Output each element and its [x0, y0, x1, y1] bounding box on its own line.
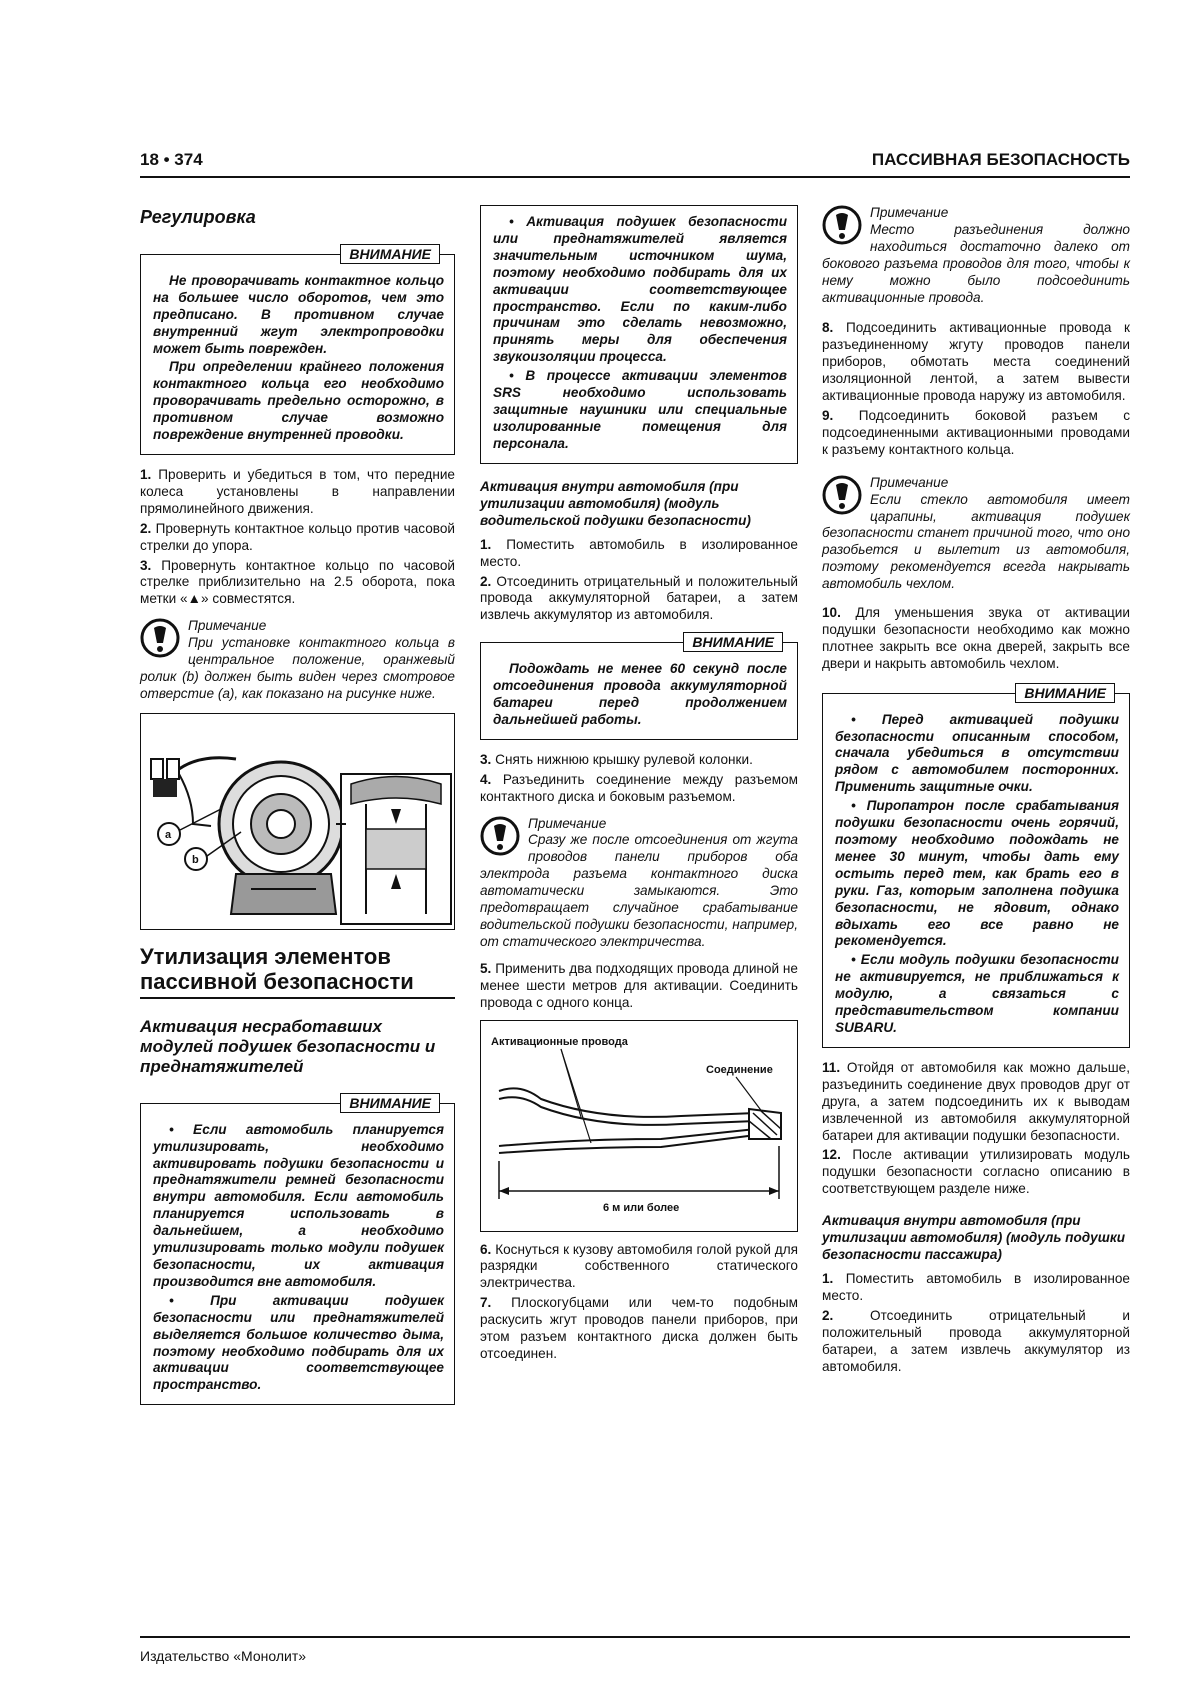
heading-passenger-airbag: Активация внутри автомобиля (при утилизации автомобиля) (модуль подушки безопасности пассажира) [822, 1213, 1126, 1263]
warning-text: • Если автомобиль планируется утилизировать, необходимо активировать подушки безопасности и преднатяжители ремней безопасности внутри автомобиля. Если автомобиль планируется использовать в дальнейшем, а необходимо утилизировать только модули подушек безопасности, их активация производится вне автомобиля. [153, 1121, 444, 1289]
step: 10. Для уменьшения звука от активации подушки безопасности необходимо как можно плотнее закрыть все окна дверей, закрыть все двери и накрыть автомобиль чехлом. [822, 605, 1130, 671]
step: 6. Коснуться к кузову автомобиля голой рукой для разрядки собственного статического электричества. [480, 1241, 798, 1291]
label-connection: Соединение [706, 1063, 773, 1076]
figure-label-b: b [192, 853, 199, 866]
section-title: ПАССИВНАЯ БЕЗОПАСНОСТЬ [871, 150, 1130, 169]
wires-figure [480, 1020, 798, 1232]
note-text: Место разъединения должно находиться достаточно далеко от бокового разъема проводов для того, чтобы к нему можно было подсоединить активационные провода. [822, 221, 1130, 305]
publisher: Издательство «Монолит» [140, 1648, 307, 1664]
page-header [140, 150, 1130, 178]
column-2 [480, 205, 798, 1366]
warning-text: Подождать не менее 60 секунд после отсоединения провода аккумуляторной батареи перед продолжением дальнейшей работы. [493, 661, 787, 727]
label-activation-wires: Активационные провода [491, 1035, 628, 1048]
warning-text: • Пиропатрон после срабатывания подушки безопасности очень горячий, поэтому необходимо подождать не менее 30 минут, чтобы дать ему остыть перед тем, как брать его в руки. Газ, которым заполнена подушка безопасности, не ядовит, однако вдыхать его все равно не рекомендуется. [835, 798, 1119, 949]
warning-box-2 [140, 1094, 455, 1406]
step: 2. Отсоединить отрицательный и положительный провода аккумуляторной батареи, а затем извлечь аккумулятор из автомобиля. [822, 1307, 1130, 1374]
step: 1. Поместить автомобиль в изолированное место. [822, 1271, 1130, 1304]
note-1 [140, 618, 455, 703]
warning-box-60s [480, 634, 798, 740]
note-2 [480, 816, 798, 951]
warning-label: ВНИМАНИЕ [683, 632, 783, 652]
label-length: 6 м или более [603, 1201, 680, 1214]
warning-text: При определении крайнего положения контактного кольца его необходимо проворачивать предельно осторожно, в противном случае возможно повреждение внутренней проводки. [153, 359, 444, 443]
note-text: Если стекло автомобиля имеет царапины, активация подушек безопасности станет причиной того, что оно разобьется и вылетит из автомобиля, поэтому рекомендуется всегда накрывать автомобиль чехлом. [822, 491, 1130, 592]
page-number: 18 • 374 [140, 150, 203, 169]
footer-rule [140, 1636, 1130, 1638]
heading-adjustment: Регулировка [140, 207, 256, 227]
step: 4. Разъединить соединение между разъемом контактного диска и боковым разъемом. [480, 771, 798, 804]
note-warning-icon [822, 205, 862, 245]
note-warning-icon [822, 475, 862, 515]
warning-label: ВНИМАНИЕ [1015, 683, 1115, 703]
note-4 [822, 475, 1130, 593]
note-label: Примечание [870, 205, 949, 220]
step: 3. Провернуть контактное кольцо по часовой стрелке приблизительно на 2.5 оборота, пока метки «▲» совместятся. [140, 557, 456, 607]
step: 1. Поместить автомобиль в изолированное место. [480, 536, 798, 569]
warning-text: • В процессе активации элементов SRS необходимо использовать защитные наушники или специальные изолированные помещения для персонала. [493, 368, 787, 451]
warning-text: • Если модуль подушки безопасности не активируется, не приближаться к модулю, а связаться с представительством компании SUBARU. [835, 952, 1119, 1035]
step: 1. Проверить и убедиться в том, что передние колеса установлены в направлении прямолинейного движения. [140, 466, 455, 516]
figure-label-a: a [165, 828, 172, 841]
step: 5. Применить два подходящих провода длиной не менее шести метров для активации. Соединить провода с одного конца. [480, 960, 798, 1010]
heading-driver-airbag: Активация внутри автомобиля (при утилизации автомобиля) (модуль водительской подушки безопасности) [480, 478, 751, 528]
note-label: Примечание [188, 618, 267, 634]
section-sub-title: Активация несработавших модулей подушек безопасности и преднатяжителей [140, 1016, 436, 1076]
note-3 [822, 205, 1130, 306]
contact-ring-figure [140, 713, 455, 930]
wires-drawing [481, 1021, 797, 1229]
step: 7. Плоскогубцами или чем-то подобным раскусить жгут проводов панели приборов, при этом разъем контактного диска должен быть отсоединен. [480, 1295, 798, 1361]
step: 9. Подсоединить боковой разъем с подсоединенными активационными проводами к разъему контактного кольца. [822, 407, 1130, 457]
warning-box-top [480, 205, 798, 464]
section-big-title: Утилизация элементов пассивной безопасности [140, 944, 455, 999]
step: 2. Отсоединить отрицательный и положительный провода аккумуляторной батареи, а затем извлечь аккумулятор из автомобиля. [480, 573, 799, 623]
warning-text: Не проворачивать контактное кольцо на большее число оборотов, чем это предписано. В противном случае внутренний жгут электропроводки может быть поврежден. [153, 272, 444, 356]
warning-label: ВНИМАНИЕ [340, 1093, 440, 1113]
warning-label: ВНИМАНИЕ [340, 244, 440, 264]
warning-text: • При активации подушек безопасности или преднатяжителей выделяется большое количество дыма, поэтому необходимо подбирать для их активации соответствующее пространство. [153, 1292, 444, 1393]
note-warning-icon [480, 816, 520, 856]
note-warning-icon [140, 618, 180, 658]
column-3 [822, 205, 1130, 1379]
step: 8. Подсоединить активационные провода к разъединенному жгуту проводов панели приборов, обмотать места соединений изоляционной лентой, а затем вывести активационные провода наружу из автомобиля. [822, 320, 1130, 404]
warning-box-1 [140, 245, 455, 455]
step: 12. После активации утилизировать модуль подушки безопасности согласно описанию в соответствующем разделе ниже. [822, 1147, 1130, 1197]
note-text: При установке контактного кольца в центральное положение, оранжевый ролик (b) должен быть виден через смотровое отверстие (a), как показано на рисунке ниже. [140, 635, 455, 701]
step: 11. Отойдя от автомобиля как можно дальше, разъединить соединение двух проводов друг от друга, а затем подсоединить их к выводам извлеченной из автомобиля аккумуляторной батареи для активации подушки безопасности. [822, 1059, 1131, 1143]
step: 2. Провернуть контактное кольцо против часовой стрелки до упора. [140, 520, 455, 553]
warning-box-3 [822, 684, 1130, 1048]
column-1 [140, 205, 455, 1417]
warning-text: • Перед активацией подушки безопасности описанным способом, сначала убедиться в отсутствии рядом с автомобилем посторонних. Применить защитные очки. [835, 711, 1119, 795]
contact-ring-drawing [141, 714, 454, 927]
step: 3. Снять нижнюю крышку рулевой колонки. [480, 751, 753, 767]
note-text: Сразу же после отсоединения от жгута проводов панели приборов оба электрода разъема контактного диска автоматически замыкаются. Это предотвращает случайное срабатывание водительской подушки безопасности, например, от статического электричества. [480, 832, 798, 949]
warning-text: • Активация подушек безопасности или преднатяжителей является значительным источником шума, поэтому необходимо подбирать для их активации соответствующее пространство. Если по каким-либо причинам это сделать невозможно, принять меры для обеспечения звукоизоляции процесса. [493, 214, 787, 365]
note-label: Примечание [528, 815, 607, 831]
note-label: Примечание [870, 474, 949, 490]
